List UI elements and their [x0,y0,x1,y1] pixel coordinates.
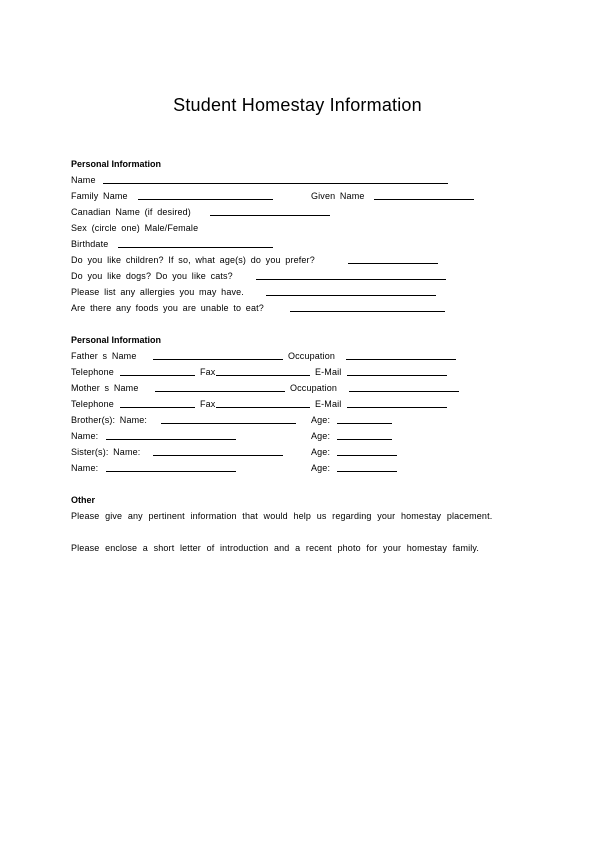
sisters-name-label: Sister(s): Name: [71,447,141,457]
birthdate-label: Birthdate [71,239,109,249]
sister2-age-label: Age: [311,463,331,473]
mother-telephone-label: Telephone [71,399,114,409]
allergies-question: Please list any allergies you may have. [71,287,244,297]
sister2-name-label: Name: [71,463,99,473]
pets-field[interactable] [256,279,446,280]
brother2-age-field[interactable] [337,439,392,440]
children-question: Do you like children? If so, what age(s) do you prefer? [71,255,315,265]
brothers-name-field[interactable] [161,423,296,424]
brother2-name-field[interactable] [106,439,236,440]
foods-field[interactable] [290,311,445,312]
brother2-name-label: Name: [71,431,99,441]
section-heading-other: Other [71,495,96,505]
mother-name-field[interactable] [155,391,285,392]
given-name-field[interactable] [374,199,474,200]
father-occupation-field[interactable] [346,359,456,360]
sister2-name-field[interactable] [106,471,236,472]
mother-occupation-field[interactable] [349,391,459,392]
family-name-field[interactable] [138,199,273,200]
sex-label[interactable]: Sex (circle one) Male/Female [71,223,199,233]
mother-telephone-field[interactable] [120,407,195,408]
page-title: Student Homestay Information [173,95,422,115]
father-name-field[interactable] [153,359,283,360]
father-name-label: Father s Name [71,351,137,361]
canadian-name-label: Canadian Name (if desired) [71,207,191,217]
father-telephone-label: Telephone [71,367,114,377]
father-email-label: E-Mail [315,367,342,377]
name-label: Name [71,175,96,185]
mother-occupation-label: Occupation [290,383,338,393]
pets-question: Do you like dogs? Do you like cats? [71,271,233,281]
brothers-name-label: Brother(s): Name: [71,415,148,425]
name-field[interactable] [103,183,448,184]
birthdate-field[interactable] [118,247,273,248]
mother-name-label: Mother s Name [71,383,139,393]
sisters-age-label: Age: [311,447,331,457]
father-fax-label: Fax [200,367,216,377]
father-fax-field[interactable] [216,375,310,376]
brothers-age-field[interactable] [337,423,392,424]
brothers-age-label: Age: [311,415,331,425]
foods-question: Are there any foods you are unable to eat? [71,303,264,313]
mother-email-label: E-Mail [315,399,342,409]
other-paragraph-enclose-letter: Please enclose a short letter of introduction and a recent photo for your homestay family. [71,543,480,553]
mother-fax-label: Fax [200,399,216,409]
mother-email-field[interactable] [347,407,447,408]
section-heading-family-information: Personal Information [71,335,162,345]
allergies-field[interactable] [266,295,436,296]
section-heading-personal-information: Personal Information [71,159,162,169]
sisters-age-field[interactable] [337,455,397,456]
given-name-label: Given Name [311,191,365,201]
mother-fax-field[interactable] [216,407,310,408]
other-paragraph-pertinent-info: Please give any pertinent information that would help us regarding your homestay placement. [71,511,493,521]
sisters-name-field[interactable] [153,455,283,456]
family-name-label: Family Name [71,191,128,201]
father-telephone-field[interactable] [120,375,195,376]
father-occupation-label: Occupation [288,351,336,361]
sister2-age-field[interactable] [337,471,397,472]
brother2-age-label: Age: [311,431,331,441]
father-email-field[interactable] [347,375,447,376]
children-field[interactable] [348,263,438,264]
canadian-name-field[interactable] [210,215,330,216]
